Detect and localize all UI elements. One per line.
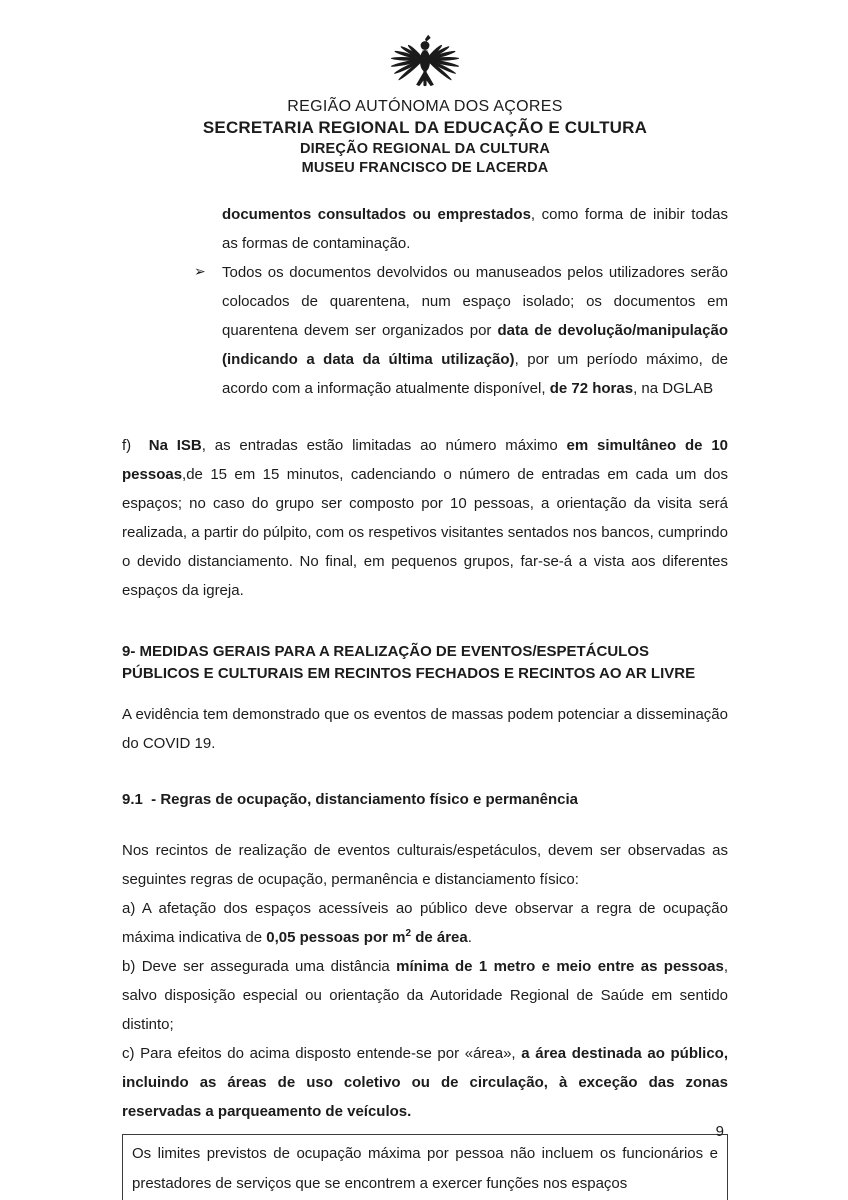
letterhead bbox=[122, 30, 728, 176]
text-run: a área destinada ao público, incluindo as áreas de uso coletivo ou de circulação, à exceção das zonas reservadas a parqueamento de veículos. bbox=[122, 1045, 729, 1120]
section-9-heading: 9- MEDIDAS GERAIS PARA A REALIZAÇÃO DE EVENTOS/ESPETÁCULOS PÚBLICOS E CULTURAIS EM RECINTOS FECHADOS E RECINTOS AO AR LIVRE bbox=[122, 643, 696, 682]
org-secretariat: SECRETARIA REGIONAL DA EDUCAÇÃO E CULTURA bbox=[202, 118, 648, 137]
bullet-continuation-paragraph bbox=[222, 200, 728, 258]
text-run: , como forma de inibir todas as formas de contaminação. bbox=[222, 206, 728, 252]
text-run: , salvo disposição especial ou orientação da Autoridade Regional de Saúde em sentido distinto; bbox=[122, 958, 728, 1033]
text-run: em simultâneo de 10 pessoas bbox=[122, 437, 729, 483]
text-run: data de devolução/manipulação (indicando a data da última utilização) bbox=[222, 322, 728, 368]
text-run: 0,05 pessoas por m bbox=[266, 929, 406, 946]
text-run: c) Para efeitos do acima disposto entende-se por «área», bbox=[122, 1045, 522, 1062]
text-run: mínima de 1 metro e meio entre as pessoas bbox=[396, 958, 724, 975]
bullet-item-paragraph bbox=[222, 258, 728, 403]
text-run: de 72 horas bbox=[549, 380, 634, 397]
paragraph-f bbox=[122, 431, 728, 605]
text-run: Na ISB bbox=[148, 437, 202, 454]
text-run: documentos consultados ou emprestados bbox=[222, 206, 531, 223]
azores-eagle-icon bbox=[387, 30, 463, 94]
occupancy-rules-block bbox=[122, 836, 728, 1126]
rule-a-paragraph bbox=[122, 894, 728, 952]
text-run: f) bbox=[122, 437, 149, 454]
org-directorate: DIREÇÃO REGIONAL DA CULTURA bbox=[299, 141, 551, 157]
text-run: . bbox=[467, 929, 472, 946]
bullet-list bbox=[194, 200, 728, 403]
text-run: ,de 15 em 15 minutos, cadenciando o número de entradas em cada um dos espaços; no caso do grupo ser composto por 10 pessoas, a orientação da visita será realizada, a partir do púlpito, com os respetivos visitantes sentados nos bancos, cumprindo o devido distanciamento. No final, em pequenos grupos, far-se-á a vista aos diferentes espaços da igreja. bbox=[122, 466, 728, 599]
org-region: REGIÃO AUTÓNOMA DOS AÇORES bbox=[287, 98, 563, 115]
rule-c-paragraph bbox=[122, 1039, 728, 1126]
bullet-item bbox=[194, 258, 728, 403]
org-museum: MUSEU FRANCISCO DE LACERDA bbox=[301, 160, 549, 176]
arrow-bullet-icon: ➢ bbox=[194, 264, 206, 280]
text-run: , por um período máximo, de acordo com a informação atualmente disponível, bbox=[222, 351, 728, 397]
page-number: 9 bbox=[715, 1123, 724, 1140]
document-body bbox=[122, 200, 728, 1200]
text-run: Todos os documentos devolvidos ou manuseados pelos utilizadores serão colocados de quarentena, num espaço isolado; os documentos em quarentena devem ser organizados por bbox=[222, 264, 728, 339]
text-run: , as entradas estão limitadas ao número máximo bbox=[201, 437, 567, 454]
superscript-2: 2 bbox=[405, 928, 412, 939]
text-run: b) Deve ser assegurada uma distância bbox=[122, 958, 397, 975]
section-9-1-heading: 9.1 - Regras de ocupação, distanciamento físico e permanência bbox=[122, 791, 578, 808]
notice-box: Os limites previstos de ocupação máxima por pessoa não incluem os funcionários e prestadores de serviços que se encontrem a exercer funções nos espaços bbox=[122, 1134, 728, 1200]
rule-b-paragraph bbox=[122, 952, 728, 1039]
rules-intro: Nos recintos de realização de eventos culturais/espetáculos, devem ser observadas as seguintes regras de ocupação, permanência e distanciamento físico: bbox=[122, 842, 728, 888]
text-run: , na DGLAB bbox=[633, 380, 714, 397]
section-9-intro: A evidência tem demonstrado que os eventos de massas podem potenciar a disseminação do COVID 19. bbox=[122, 706, 728, 752]
text-run: de área bbox=[411, 929, 468, 946]
text-run: a) A afetação dos espaços acessíveis ao público deve observar a regra de ocupação máxima indicativa de bbox=[122, 900, 728, 946]
